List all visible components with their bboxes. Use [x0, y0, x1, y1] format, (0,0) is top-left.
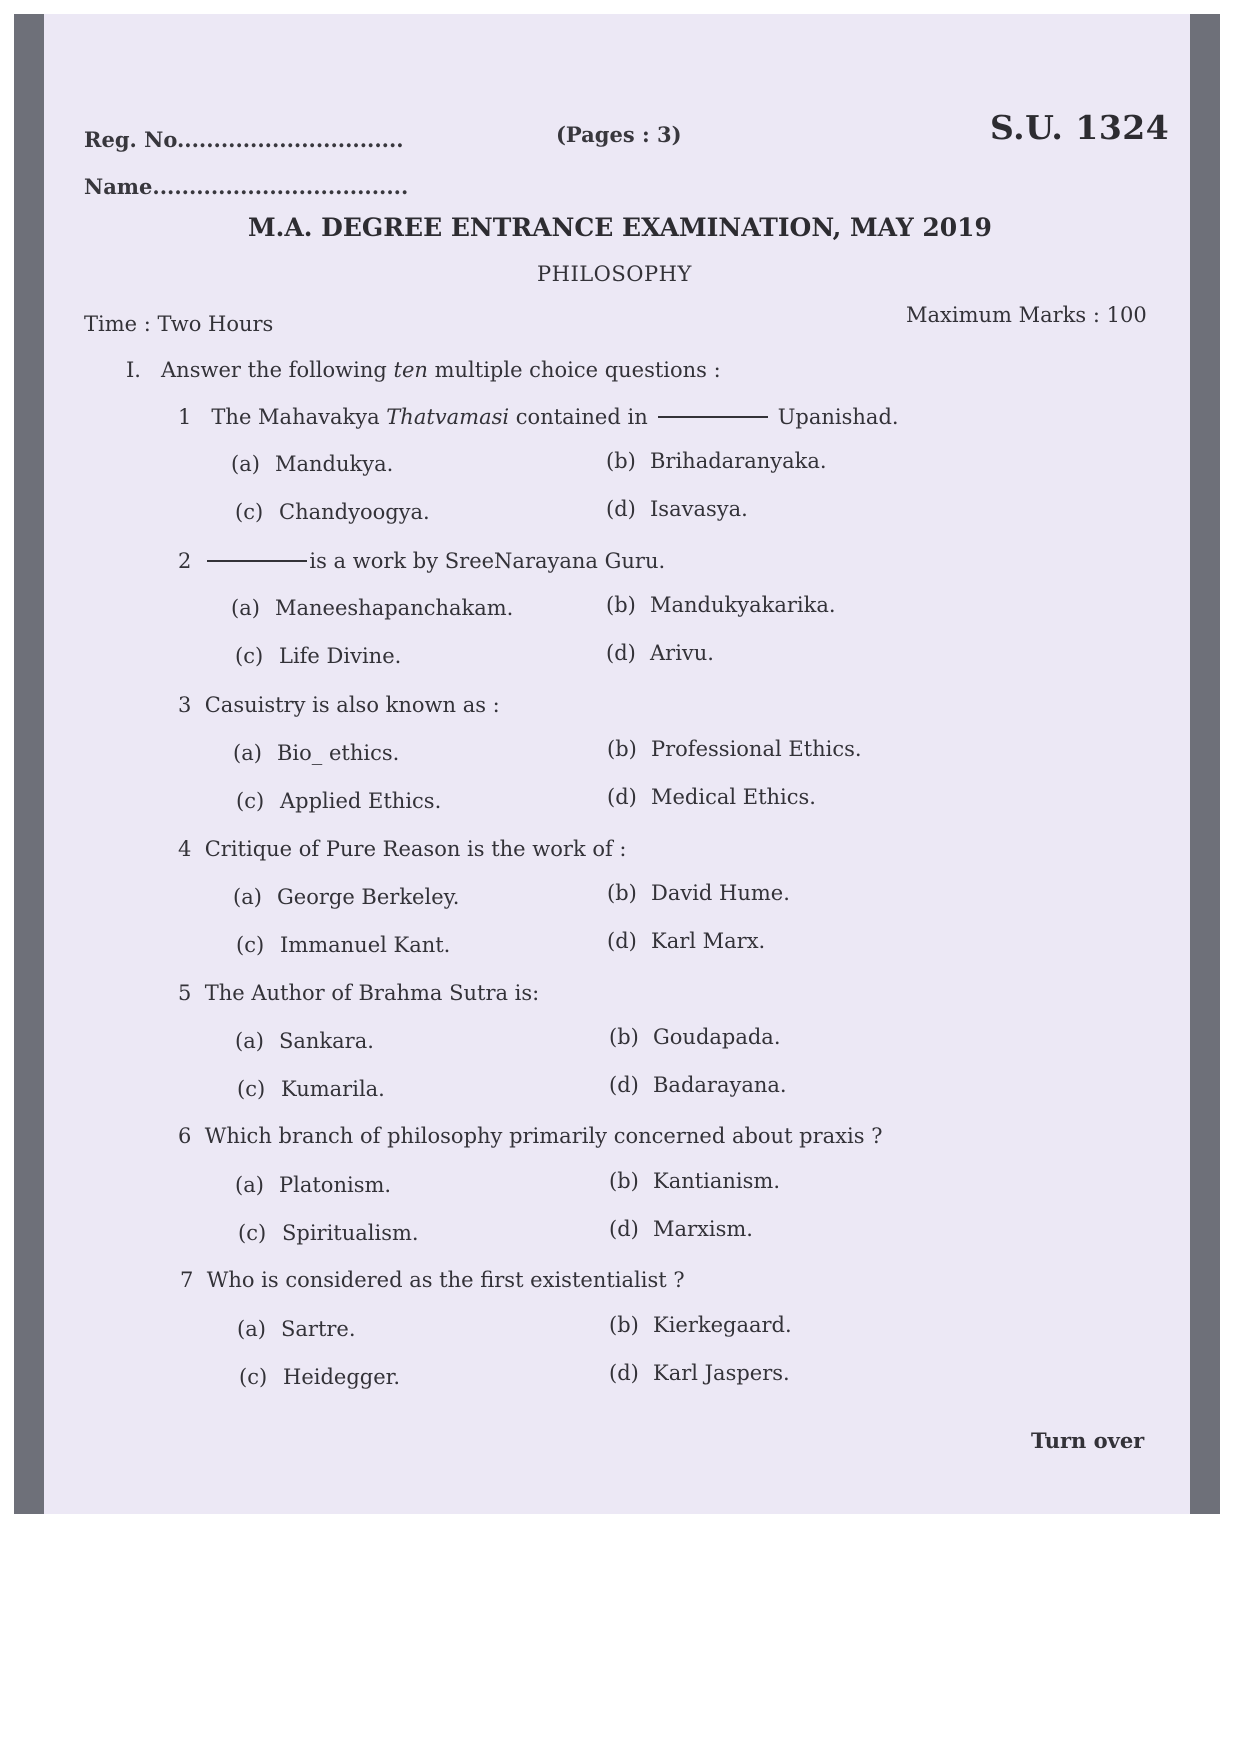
option-text: Karl Jaspers. — [653, 1361, 790, 1385]
question-number: 7 — [180, 1268, 194, 1292]
question-text: Critique of Pure Reason is the work of : — [204, 837, 627, 861]
question-6 — [178, 1124, 882, 1148]
instruction-before: Answer the following — [161, 358, 387, 382]
option-label: (d) — [607, 785, 637, 809]
option-6a — [235, 1173, 391, 1197]
option-text: Sankara. — [279, 1029, 374, 1053]
option-text: Arivu. — [650, 641, 714, 665]
question-text: Upanishad. — [777, 405, 899, 429]
option-label: (d) — [607, 929, 637, 953]
option-text: Sartre. — [281, 1317, 356, 1341]
option-7b — [609, 1313, 792, 1337]
section-instruction — [126, 358, 721, 382]
option-label: (c) — [237, 1077, 266, 1101]
option-label: (d) — [609, 1217, 639, 1241]
question-text: Who is considered as the first existentialist ? — [206, 1268, 685, 1292]
option-text: Chandyoogya. — [279, 500, 430, 524]
option-text: Mandukyakarika. — [650, 593, 836, 617]
question-text: The Author of Brahma Sutra is: — [204, 981, 540, 1005]
option-text: Applied Ethics. — [280, 789, 442, 813]
option-2b — [606, 593, 836, 617]
answer-blank — [207, 560, 307, 562]
option-text: Kumarila. — [281, 1077, 385, 1101]
option-text: Platonism. — [279, 1173, 392, 1197]
question-text: Casuistry is also known as : — [204, 693, 500, 717]
option-text: Karl Marx. — [651, 929, 766, 953]
option-3c — [236, 789, 441, 813]
question-number: 5 — [178, 981, 192, 1005]
option-label: (d) — [606, 497, 636, 521]
question-4 — [178, 837, 627, 861]
option-text: Marxism. — [653, 1217, 753, 1241]
option-5a — [235, 1029, 374, 1053]
option-label: (d) — [606, 641, 636, 665]
option-label: (b) — [609, 1025, 639, 1049]
option-label: (a) — [237, 1317, 266, 1341]
question-number: 3 — [178, 693, 192, 717]
pages-count: (Pages : 3) — [556, 122, 682, 147]
question-text: contained in — [515, 405, 648, 429]
section-number: I. — [126, 358, 141, 382]
option-label: (b) — [606, 449, 636, 473]
question-number: 1 — [178, 405, 192, 429]
maximum-marks: Maximum Marks : 100 — [906, 303, 1147, 327]
question-7 — [180, 1268, 685, 1292]
subject-title: PHILOSOPHY — [537, 262, 692, 286]
question-text: Which branch of philosophy primarily concerned about praxis ? — [204, 1124, 883, 1148]
option-text: Kantianism. — [653, 1169, 781, 1193]
option-label: (d) — [609, 1361, 639, 1385]
option-text: Brihadaranyaka. — [650, 449, 827, 473]
option-2c — [235, 644, 401, 668]
option-label: (a) — [235, 1029, 264, 1053]
option-4a — [233, 885, 459, 909]
option-label: (b) — [607, 881, 637, 905]
option-7d — [609, 1361, 790, 1385]
option-1b — [606, 449, 827, 473]
answer-blank — [658, 416, 768, 418]
option-4b — [607, 881, 790, 905]
option-4c — [236, 933, 450, 957]
time-allowed: Time : Two Hours — [84, 312, 274, 336]
option-3a — [233, 741, 399, 765]
option-3d — [607, 785, 816, 809]
option-1d — [606, 497, 748, 521]
option-text: Medical Ethics. — [651, 785, 816, 809]
question-5 — [178, 981, 539, 1005]
option-6c — [238, 1221, 419, 1245]
option-text: Goudapada. — [653, 1025, 781, 1049]
question-1 — [178, 405, 899, 429]
option-label: (c) — [236, 789, 265, 813]
option-label: (b) — [609, 1169, 639, 1193]
option-label: (c) — [235, 644, 264, 668]
option-label: (c) — [238, 1221, 267, 1245]
question-3 — [178, 693, 500, 717]
option-5d — [609, 1073, 787, 1097]
option-text: Spiritualism. — [282, 1221, 419, 1245]
option-5c — [237, 1077, 385, 1101]
option-text: Kierkegaard. — [653, 1313, 792, 1337]
option-label: (c) — [235, 500, 264, 524]
option-text: Bio_ ethics. — [277, 741, 400, 765]
question-text: is a work by SreeNarayana Guru. — [309, 549, 666, 573]
option-1a — [231, 452, 393, 476]
option-text: Heidegger. — [283, 1365, 401, 1389]
option-label: (a) — [233, 741, 262, 765]
option-text: Badarayana. — [653, 1073, 787, 1097]
option-7c — [239, 1365, 400, 1389]
option-text: Immanuel Kant. — [280, 933, 451, 957]
option-3b — [607, 737, 862, 761]
option-label: (a) — [233, 885, 262, 909]
option-text: Isavasya. — [650, 497, 748, 521]
option-label: (a) — [231, 452, 260, 476]
option-text: Professional Ethics. — [651, 737, 862, 761]
option-label: (a) — [235, 1173, 264, 1197]
question-emphasis: Thatvamasi — [386, 405, 510, 429]
option-label: (a) — [231, 596, 260, 620]
option-7a — [237, 1317, 356, 1341]
option-text: Life Divine. — [279, 644, 402, 668]
option-label: (d) — [609, 1073, 639, 1097]
option-label: (b) — [607, 737, 637, 761]
option-text: George Berkeley. — [277, 885, 460, 909]
question-2 — [178, 549, 665, 573]
exam-title: M.A. DEGREE ENTRANCE EXAMINATION, MAY 2019 — [248, 213, 992, 242]
option-label: (c) — [239, 1365, 268, 1389]
paper-code: S.U. 1324 — [990, 108, 1170, 147]
name-field: Name................................... — [84, 174, 409, 199]
option-text: David Hume. — [651, 881, 790, 905]
option-4d — [607, 929, 765, 953]
option-text: Maneeshapanchakam. — [275, 596, 514, 620]
option-5b — [609, 1025, 781, 1049]
option-label: (c) — [236, 933, 265, 957]
turn-over-note: Turn over — [1031, 1428, 1145, 1453]
option-label: (b) — [606, 593, 636, 617]
reg-no-field: Reg. No............................... — [84, 127, 404, 152]
question-number: 4 — [178, 837, 192, 861]
instruction-emphasis: ten — [393, 358, 428, 382]
option-2d — [606, 641, 714, 665]
question-text: The Mahavakya — [211, 405, 380, 429]
instruction-after: multiple choice questions : — [434, 358, 721, 382]
option-6b — [609, 1169, 780, 1193]
question-number: 2 — [178, 549, 192, 573]
question-number: 6 — [178, 1124, 192, 1148]
option-text: Mandukya. — [275, 452, 394, 476]
option-6d — [609, 1217, 753, 1241]
option-2a — [231, 596, 513, 620]
option-1c — [235, 500, 430, 524]
option-label: (b) — [609, 1313, 639, 1337]
